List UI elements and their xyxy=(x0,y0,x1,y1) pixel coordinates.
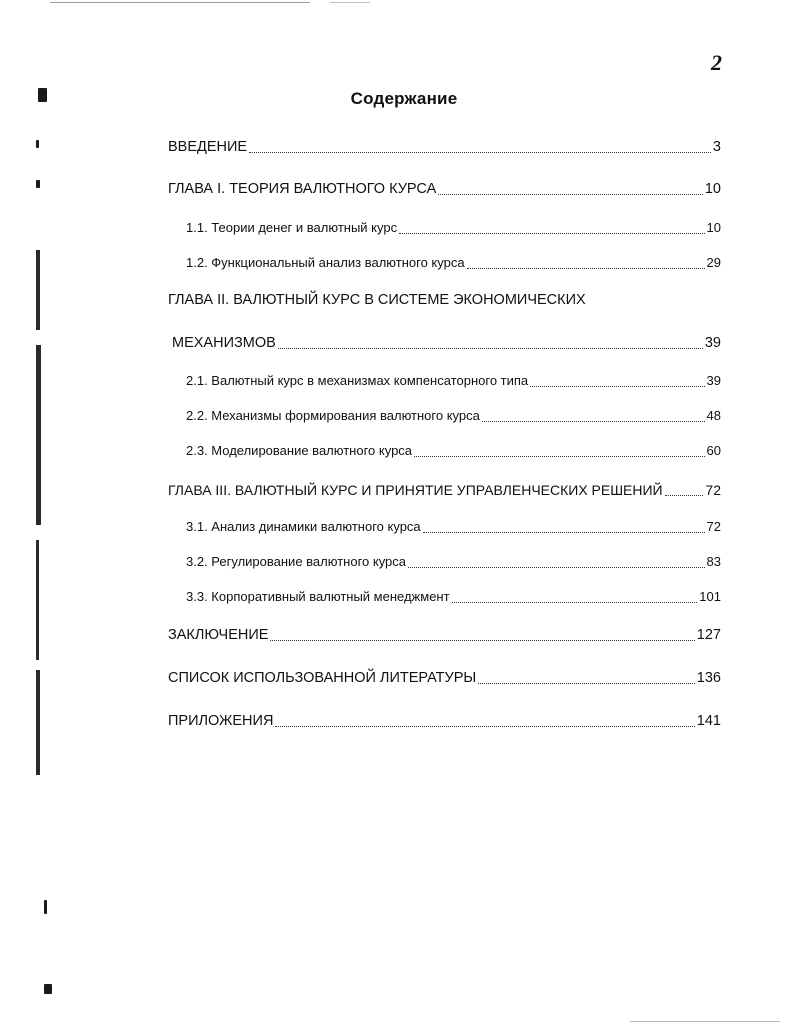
binding-mark xyxy=(36,540,39,660)
toc-entry-page: 72 xyxy=(706,519,721,534)
toc-entry-section-1-1 xyxy=(186,219,721,237)
toc-leader-dots xyxy=(408,567,705,568)
toc-entry-page: 29 xyxy=(706,255,721,270)
toc-entry-section-1-2 xyxy=(186,254,721,272)
page-number: 2 xyxy=(711,50,722,75)
toc-entry-section-3-2 xyxy=(186,553,721,571)
toc-leader-dots xyxy=(438,194,703,195)
toc-entry-text: ВВЕДЕНИЕ xyxy=(168,139,248,155)
toc-leader-dots xyxy=(270,640,694,641)
toc-entry-text: ЗАКЛЮЧЕНИЕ xyxy=(168,627,269,643)
scan-speck xyxy=(44,984,52,994)
toc-entry-text: 3.2. Регулирование валютного курса xyxy=(186,554,407,569)
page-title: Содержание xyxy=(350,89,458,108)
toc-leader-dots xyxy=(467,268,705,269)
toc-entry-section-3-3 xyxy=(186,588,721,606)
toc-entry-page: 101 xyxy=(699,589,721,604)
binding-mark xyxy=(36,345,41,525)
scan-artifact-line xyxy=(630,1021,780,1022)
toc-leader-dots xyxy=(530,386,704,387)
toc-entry-section-2-2 xyxy=(186,407,721,425)
toc-leader-dots xyxy=(478,683,695,684)
toc-entry-page: 136 xyxy=(696,670,721,686)
toc-entry-text: 1.2. Функциональный анализ валютного курса xyxy=(186,255,465,270)
toc-entry-page: 127 xyxy=(696,627,721,643)
toc-entry-text: ГЛАВА I. ТЕОРИЯ ВАЛЮТНОГО КУРСА xyxy=(168,181,437,197)
toc-entry-text: ГЛАВА III. ВАЛЮТНЫЙ КУРС И ПРИНЯТИЕ УПРАВЛЕНЧЕСКИХ РЕШЕНИЙ xyxy=(168,482,663,498)
toc-entry-references xyxy=(168,669,721,687)
toc-leader-dots xyxy=(665,495,704,496)
scan-speck xyxy=(36,140,39,148)
toc-entry-page: 39 xyxy=(704,335,721,351)
toc-entry-text: 3.1. Анализ динамики валютного курса xyxy=(186,519,421,534)
toc-entry-intro xyxy=(168,138,721,156)
toc-leader-dots xyxy=(452,602,698,603)
toc-entry-text: МЕХАНИЗМОВ xyxy=(172,335,276,351)
toc-entry-text: 1.1. Теории денег и валютный курс xyxy=(186,220,398,235)
scan-artifact-line xyxy=(50,2,310,3)
toc-entry-text: СПИСОК ИСПОЛЬЗОВАННОЙ ЛИТЕРАТУРЫ xyxy=(168,670,477,686)
toc-leader-dots xyxy=(275,726,694,727)
scan-speck xyxy=(44,900,47,914)
toc-entry-chapter-2-line-1: ГЛАВА II. ВАЛЮТНЫЙ КУРС В СИСТЕМЕ ЭКОНОМИЧЕСКИХ xyxy=(168,292,586,308)
toc-entry-text: 2.2. Механизмы формирования валютного курса xyxy=(186,408,480,423)
toc-entry-page: 3 xyxy=(712,139,721,155)
toc-entry-page: 10 xyxy=(704,181,721,197)
toc-entry-page: 48 xyxy=(706,408,721,423)
toc-entry-appendix xyxy=(168,712,721,730)
toc-leader-dots xyxy=(423,532,705,533)
toc-leader-dots xyxy=(278,348,703,349)
toc-leader-dots xyxy=(414,456,705,457)
toc-entry-page: 83 xyxy=(706,554,721,569)
toc-entry-section-3-1 xyxy=(186,518,721,536)
toc-entry-section-2-3 xyxy=(186,442,721,460)
toc-entry-text: 2.3. Моделирование валютного курса xyxy=(186,443,413,458)
toc-entry-conclusion xyxy=(168,626,721,644)
binding-mark xyxy=(36,250,40,330)
toc-entry-page: 10 xyxy=(706,220,721,235)
toc-entry-page: 60 xyxy=(706,443,721,458)
toc-entry-page: 39 xyxy=(706,373,721,388)
toc-entry-chapter-2 xyxy=(172,334,721,352)
toc-leader-dots xyxy=(249,152,711,153)
scan-speck xyxy=(36,180,40,188)
toc-entry-chapter-1 xyxy=(168,180,721,198)
toc-entry-text: ПРИЛОЖЕНИЯ xyxy=(168,713,274,729)
toc-entry-page: 72 xyxy=(705,482,721,498)
scan-artifact-line xyxy=(330,2,370,3)
toc-entry-chapter-3 xyxy=(168,481,721,499)
toc-entry-text: 2.1. Валютный курс в механизмах компенсаторного типа xyxy=(186,373,529,388)
toc-entry-page: 141 xyxy=(696,713,721,729)
toc-entry-text: 3.3. Корпоративный валютный менеджмент xyxy=(186,589,450,604)
toc-leader-dots xyxy=(399,233,704,234)
binding-mark xyxy=(36,670,40,775)
toc-entry-section-2-1 xyxy=(186,372,721,390)
toc-leader-dots xyxy=(482,421,705,422)
